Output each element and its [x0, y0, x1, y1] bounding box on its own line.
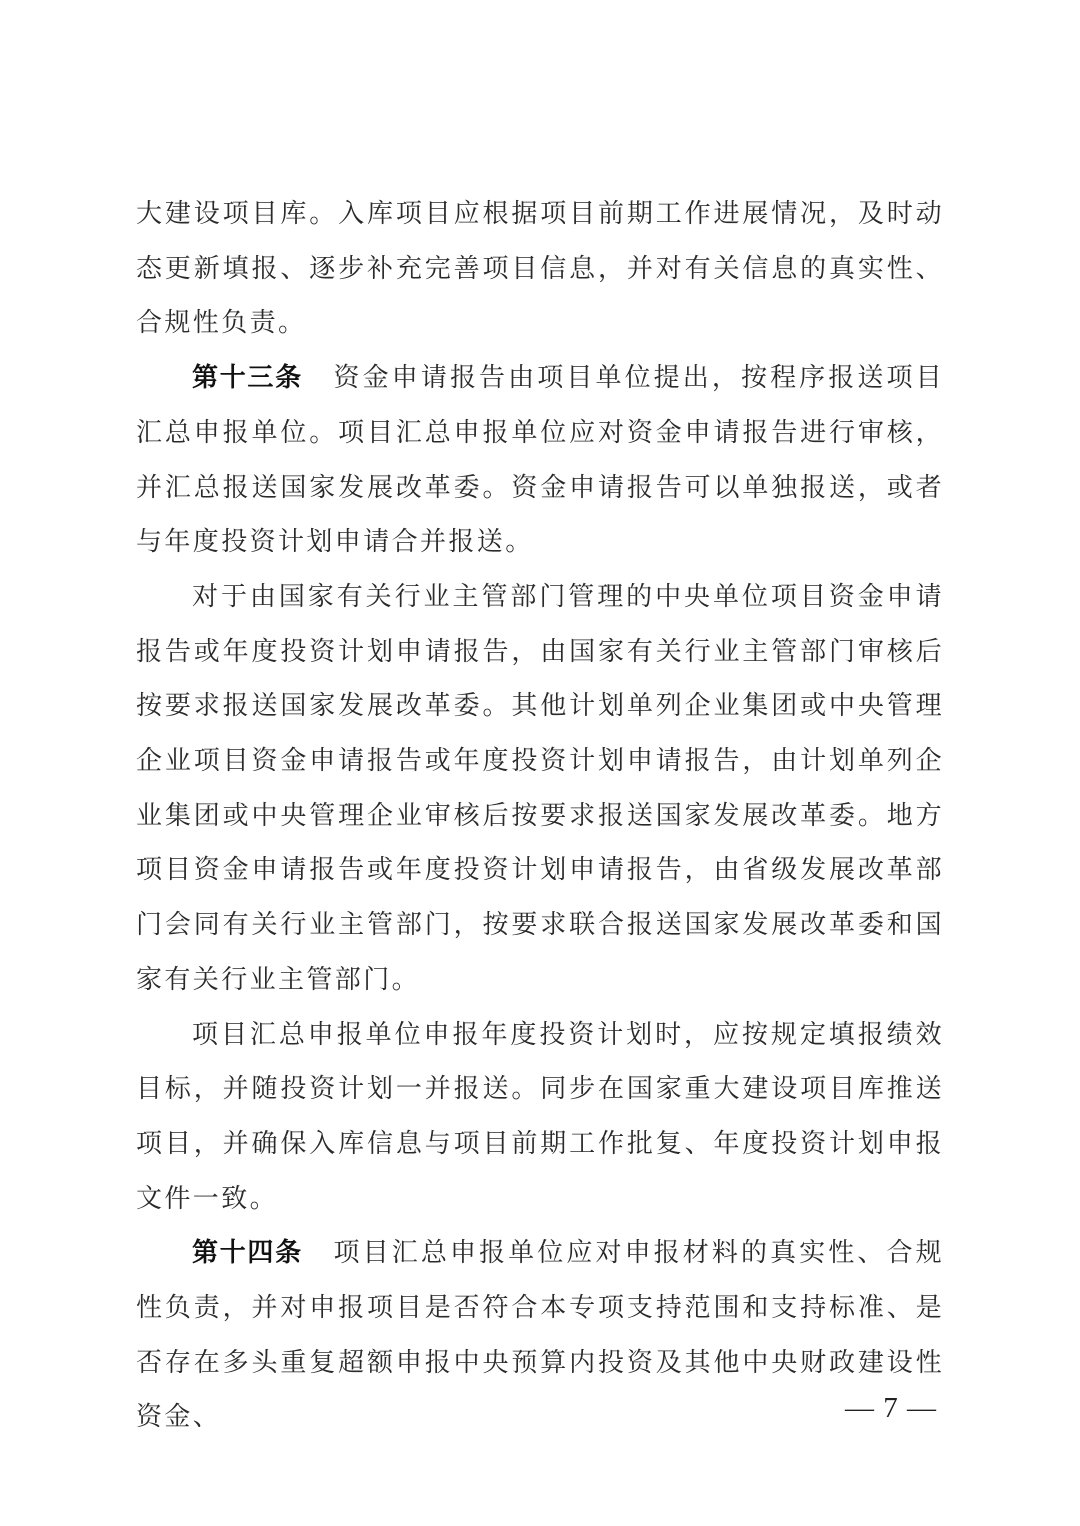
paragraph-article-13 [136, 351, 944, 570]
paragraph-performance-targets [136, 1008, 944, 1227]
paragraph-submission-routes [136, 570, 944, 1008]
page-number: — 7 — [845, 1392, 937, 1424]
paragraph-text: 项目汇总申报单位应对申报材料的真实性、合规性负责，并对申报项目是否符合本专项支持范围和支持标准、是否存在多头重复超额申报中央预算内投资及其他中央财政建设性资金、 [136, 1238, 944, 1433]
paragraph-text: 项目汇总申报单位申报年度投资计划时，应按规定填报绩效目标，并随投资计划一并报送。同步在国家重大建设项目库推送项目，并确保入库信息与项目前期工作批复、年度投资计划申报文件一致。 [136, 1019, 944, 1214]
article-number: 第十三条 [192, 363, 303, 394]
paragraph-text: 对于由国家有关行业主管部门管理的中央单位项目资金申请报告或年度投资计划申请报告，由国家有关行业主管部门审核后按要求报送国家发展改革委。其他计划单列企业集团或中央管理企业项目资金申请报告或年度投资计划申请报告，由计划单列企业集团或中央管理企业审核后按要求报送国家发展改革委。地方项目资金申请报告或年度投资计划申请报告，由省级发展改革部门会同有关行业主管部门，按要求联合报送国家发展改革委和国家有关行业主管部门。 [136, 581, 944, 995]
document-body [136, 187, 944, 1445]
paragraph-text: 资金申请报告由项目单位提出，按程序报送项目汇总申报单位。项目汇总申报单位应对资金申请报告进行审核，并汇总报送国家发展改革委。资金申请报告可以单独报送，或者与年度投资计划申请合并报送。 [136, 363, 944, 558]
paragraph-text: 大建设项目库。入库项目应根据项目前期工作进展情况，及时动态更新填报、逐步补充完善项目信息，并对有关信息的真实性、合规性负责。 [136, 199, 944, 339]
paragraph-continuation [136, 187, 944, 351]
article-number: 第十四条 [192, 1238, 303, 1269]
paragraph-article-14 [136, 1226, 944, 1445]
